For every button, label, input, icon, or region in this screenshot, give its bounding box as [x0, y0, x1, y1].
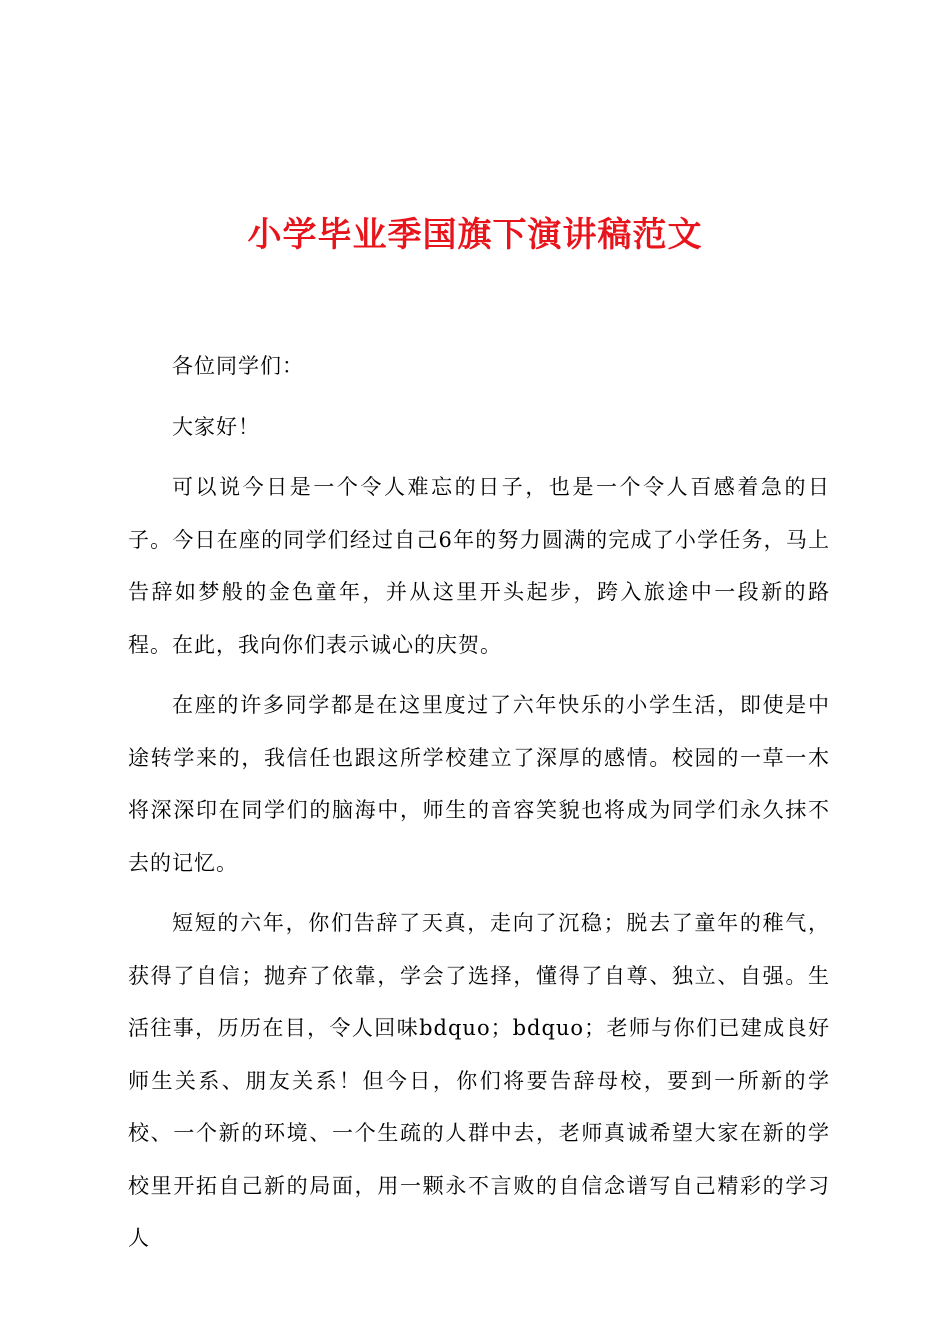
body-paragraph-1: 可以说今日是一个令人难忘的日子，也是一个令人百感着急的日子。今日在座的同学们经过自己6年的努力圆满的完成了小学任务，马上告辞如梦般的金色童年，并从这里开头起步，跨入旅途中一段新的路程。在此，我向你们表示诚心的庆贺。 [128, 475, 830, 657]
hello-paragraph: 大家好！ [172, 414, 260, 439]
greeting-paragraph: 各位同学们： [172, 354, 304, 378]
document-body [128, 340, 830, 1273]
body-paragraph-3: 短短的六年，你们告辞了天真，走向了沉稳；脱去了童年的稚气，获得了自信；抛弃了依靠，学会了选择，懂得了自尊、独立、自强。生活往事，历历在目，令人回味bdquo；bdquo；老师与你们已建成良好师生关系、朋友关系！但今日，你们将要告辞母校，要到一所新的学校、一个新的环境、一个生疏的人群中去，老师真诚希望大家在新的学校里开拓自己新的局面，用一颗永不言败的自信念谱写自己精彩的学习人 [128, 911, 830, 1250]
body-paragraph-2: 在座的许多同学都是在这里度过了六年快乐的小学生活，即使是中途转学来的，我信任也跟这所学校建立了深厚的感情。校园的一草一木将深深印在同学们的脑海中，师生的音容笑貌也将成为同学们永久抹不去的记忆。 [128, 693, 830, 875]
document-title: 小学毕业季国旗下演讲稿范文 [247, 215, 703, 255]
